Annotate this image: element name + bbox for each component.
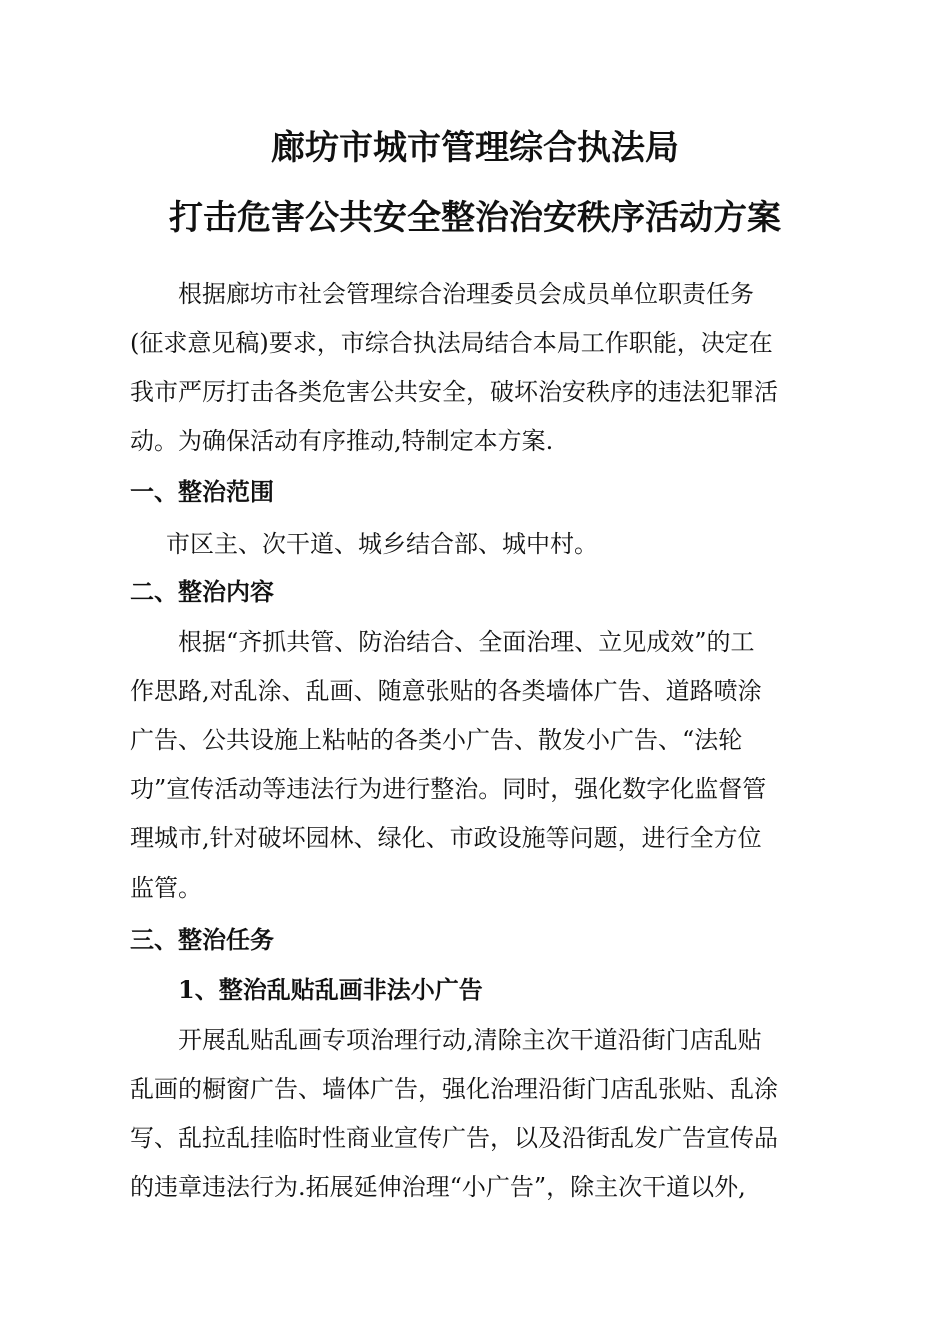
section-heading: 二、整治内容 xyxy=(130,577,274,606)
intro-line: 动。为确保活动有序推动,特制定本方案. xyxy=(130,427,554,455)
section-line: 市区主、次干道、城乡结合部、城中村。 xyxy=(166,530,598,558)
section-line: 监管。 xyxy=(130,874,202,902)
section-line: 功”宣传活动等违法行为进行整治。同时，强化数字化监督管 xyxy=(130,775,767,803)
section-heading: 一、整治范围 xyxy=(130,477,274,506)
section-line: 作思路,对乱涂、乱画、随意张贴的各类墙体广告、道路喷涂 xyxy=(130,677,762,705)
section-line: 的违章违法行为.拓展延伸治理“小广告”，除主次干道以外, xyxy=(130,1173,746,1201)
section-line: 广告、公共设施上粘帖的各类小广告、散发小广告、“法轮 xyxy=(130,726,743,754)
section-line: 理城市,针对破坏园林、绿化、市政设施等问题，进行全方位 xyxy=(130,824,762,852)
intro-line: 我市严厉打击各类危害公共安全，破坏治安秩序的违法犯罪活 xyxy=(130,378,778,406)
document-title-line2: 打击危害公共安全整治治安秩序活动方案 xyxy=(169,198,781,238)
document-title-line1: 廊坊市城市管理综合执法局 xyxy=(271,128,679,168)
intro-line: 根据廊坊市社会管理综合治理委员会成员单位职责任务 xyxy=(178,280,754,308)
section-line: 写、乱拉乱挂临时性商业宣传广告，以及沿街乱发广告宣传品 xyxy=(130,1124,778,1152)
intro-line: (征求意见稿)要求，市综合执法局结合本局工作职能，决定在 xyxy=(130,329,773,357)
section-heading: 三、整治任务 xyxy=(130,925,274,954)
section-line: 乱画的橱窗广告、墙体广告，强化治理沿街门店乱张贴、乱涂 xyxy=(130,1075,778,1103)
section-line: 开展乱贴乱画专项治理行动,清除主次干道沿街门店乱贴 xyxy=(178,1026,762,1054)
section-line: 根据“齐抓共管、防治结合、全面治理、立见成效”的工 xyxy=(178,628,755,656)
subsection-heading: 1、整治乱贴乱画非法小广告 xyxy=(178,975,483,1004)
